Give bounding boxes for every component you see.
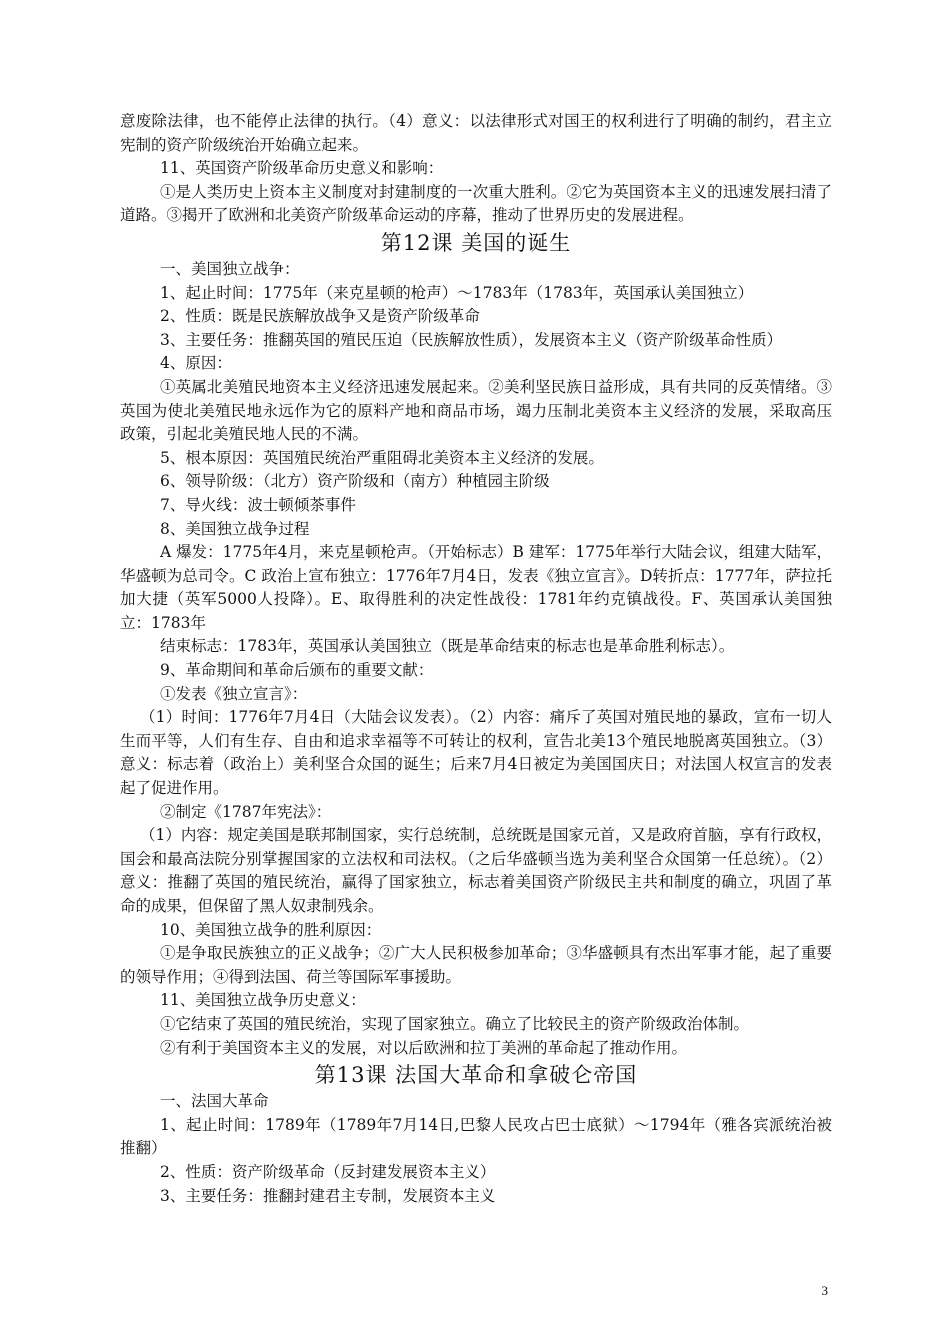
paragraph: ①它结束了英国的殖民统治，实现了国家独立。确立了比较民主的资产阶级政治体制。 [160,1014,750,1033]
paragraph: 7、导火线：波士顿倾茶事件 [160,495,356,514]
paragraph: （1）时间：1776年7月4日（大陆会议发表）。（2）内容：痛斥了英国对殖民地的暴政，宣布一切人生而平等，人们有生存、自由和追求幸福等不可转让的权利，宣告北美13个殖民地脱离英国独立。（3）意义：标志着（政治上）美利坚合众国的诞生；后来7月4日被定为美国国庆日；对法国人权宣言的发表起了促进作用。 [120,708,832,798]
paragraph: ①英属北美殖民地资本主义经济迅速发展起来。②美利坚民族日益形成，具有共同的反英情绪。③英国为使北美殖民地永远作为它的原料产地和商品市场，竭力压制北美资本主义经济的发展，采取高压政策，引起北美殖民地人民的不满。 [120,377,832,444]
paragraph: 2、性质：既是民族解放战争又是资产阶级革命 [160,307,480,326]
paragraph: 6、领导阶级：（北方）资产阶级和（南方）种植园主阶级 [160,472,550,491]
paragraph: 8、美国独立战争过程 [160,519,310,538]
paragraph: 9、革命期间和革命后颁布的重要文献： [160,661,434,680]
paragraph: 意废除法律，也不能停止法律的执行。（4）意义：以法律形式对国王的权利进行了明确的制约，君主立宪制的资产阶级统治开始确立起来。 [120,112,832,154]
paragraph: 一、美国独立战争： [160,259,300,278]
page-number: 3 [821,1283,828,1298]
paragraph: 1、起止时间：1789年（1789年7月14日,巴黎人民攻占巴士底狱）～1794年（雅各宾派统治被推翻） [120,1115,832,1158]
paragraph: ②制定《1787年宪法》： [160,802,332,821]
paragraph: 3、主要任务：推翻封建君主专制，发展资本主义 [160,1186,496,1205]
paragraph: 4、原因： [160,354,232,373]
paragraph: A 爆发：1775年4月，来克星顿枪声。（开始标志）B 建军：1775年举行大陆会议，组建大陆军，华盛顿为总司令。C 政治上宣布独立：1776年7月4日，发表《独立宣言》。D转折点：1777年，萨拉托加大捷（英军5000人投降）。E、取得胜利的决定性战役：1781年约克镇战役。F、英国承认美国独立：1783年 [120,543,832,632]
lesson-title: 第12课 美国的诞生 [380,230,572,255]
paragraph: ①发表《独立宣言》： [160,684,308,703]
paragraph: 结束标志：1783年，英国承认美国独立（既是革命结束的标志也是革命胜利标志）。 [160,637,735,656]
paragraph: 1、起止时间：1775年（来克星顿的枪声）～1783年（1783年，英国承认美国独立） [160,283,754,302]
paragraph: 2、性质：资产阶级革命（反封建发展资本主义） [160,1162,496,1181]
paragraph: ①是人类历史上资本主义制度对封建制度的一次重大胜利。②它为英国资本主义的迅速发展扫清了道路。③揭开了欧洲和北美资产阶级革命运动的序幕，推动了世界历史的发展进程。 [120,182,832,225]
paragraph: 11、美国独立战争历史意义： [160,991,366,1010]
paragraph: ②有利于美国资本主义的发展，对以后欧洲和拉丁美洲的革命起了推动作用。 [160,1038,688,1057]
paragraph: 3、主要任务：推翻英国的殖民压迫（民族解放性质），发展资本主义（资产阶级革命性质） [160,330,783,349]
lesson-title: 第13课 法国大革命和拿破仑帝国 [314,1063,638,1088]
paragraph: 10、美国独立战争的胜利原因： [160,920,382,939]
paragraph: 11、英国资产阶级革命历史意义和影响： [160,159,444,178]
paragraph: 5、根本原因：英国殖民统治严重阻碍北美资本主义经济的发展。 [160,448,604,467]
paragraph: ①是争取民族独立的正义战争；②广大人民积极参加革命；③华盛顿具有杰出军事才能，起了重要的领导作用；④得到法国、荷兰等国际军事援助。 [120,944,832,986]
paragraph: 一、法国大革命 [160,1092,269,1111]
document-body [120,110,832,1208]
paragraph: （1）内容：规定美国是联邦制国家，实行总统制，总统既是国家元首，又是政府首脑，享有行政权，国会和最高法院分别掌握国家的立法权和司法权。（之后华盛顿当选为美利坚合众国第一任总统）。（2）意义：推翻了英国的殖民统治，赢得了国家独立，标志着美国资产阶级民主共和制度的确立，巩固了革命的成果，但保留了黑人奴隶制残余。 [120,826,832,915]
